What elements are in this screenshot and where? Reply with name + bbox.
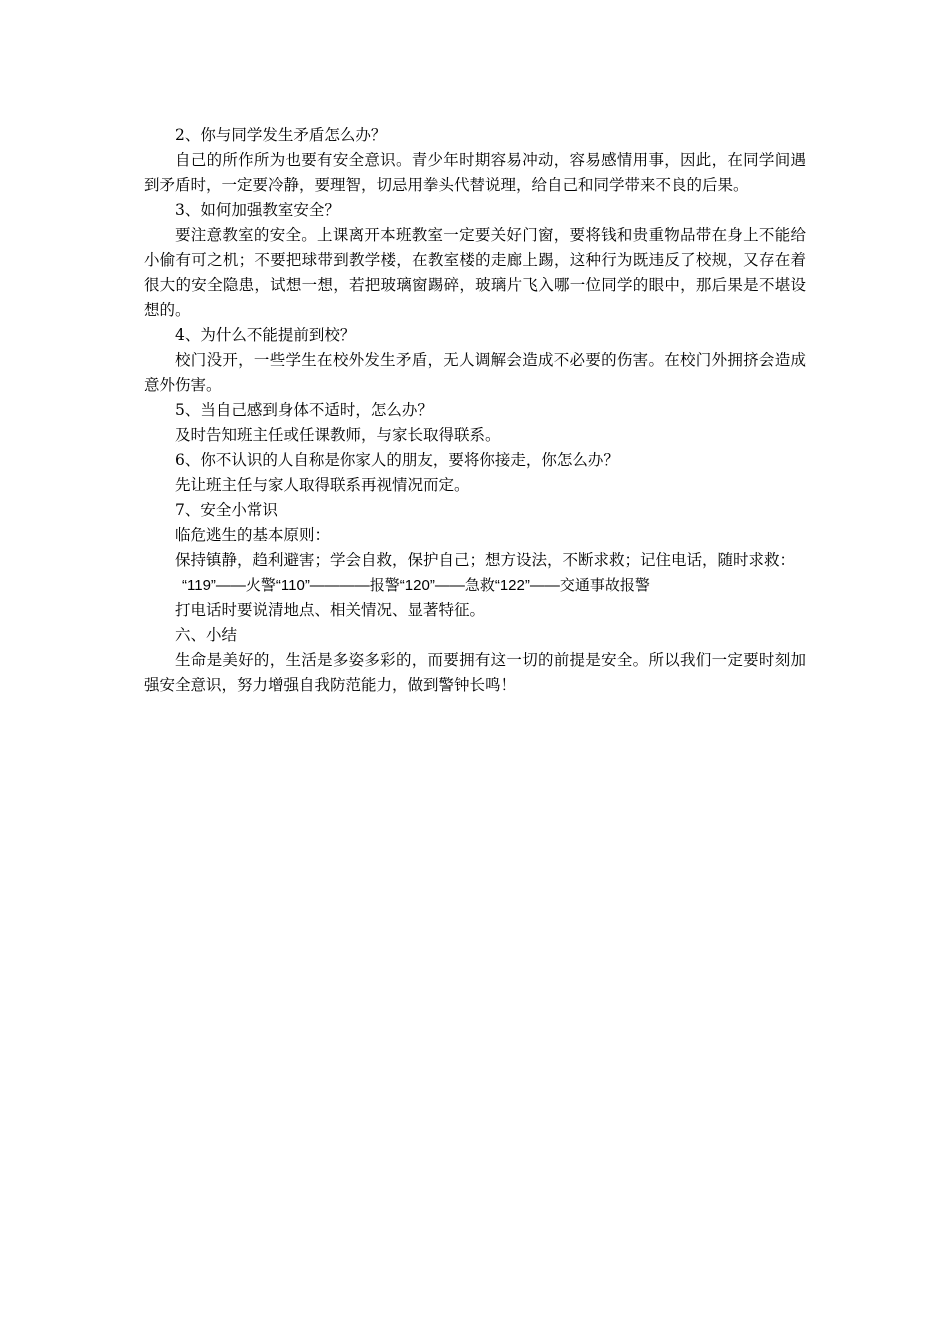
emergency-numbers: “119”——火警“110”————报警“120”——急救“122”——交通事故报警 <box>182 577 650 594</box>
heading-summary: 六、小结 <box>175 626 238 644</box>
heading-q7: 7、安全小常识 <box>175 501 278 519</box>
answer-q4: 校门没开，一些学生在校外发生矛盾，无人调解会造成不必要的伤害。在校门外拥挤会造成意外伤害。 <box>144 351 806 394</box>
answer-q3: 要注意教室的安全。上课离开本班教室一定要关好门窗，要将钱和贵重物品带在身上不能给小偷有可之机；不要把球带到教学楼，在教室楼的走廊上踢，这种行为既违反了校规，又存在着很大的安全隐患，试想一想，若把玻璃窗踢碎，玻璃片飞入哪一位同学的眼中，那后果是不堪设想的。 <box>144 226 806 319</box>
heading-q4: 4、为什么不能提前到校？ <box>175 326 356 344</box>
answer-q5: 及时告知班主任或任课教师，与家长取得联系。 <box>175 426 501 444</box>
heading-q5: 5、当自己感到身体不适时，怎么办？ <box>175 401 433 419</box>
escape-principles-text: 保持镇静，趋利避害；学会自救，保护自己；想方设法，不断求救；记住电话，随时求救： <box>175 551 796 569</box>
answer-q6: 先让班主任与家人取得联系再视情况而定。 <box>175 476 470 494</box>
summary-text: 生命是美好的，生活是多姿多彩的，而要拥有这一切的前提是安全。所以我们一定要时刻加强安全意识，努力增强自我防范能力，做到警钟长鸣！ <box>144 651 806 694</box>
escape-principles-title: 临危逃生的基本原则： <box>175 526 331 544</box>
phone-call-tips: 打电话时要说清地点、相关情况、显著特征。 <box>175 601 486 619</box>
document-page <box>144 123 806 698</box>
heading-q3: 3、如何加强教室安全？ <box>175 201 340 219</box>
answer-q2: 自己的所作所为也要有安全意识。青少年时期容易冲动，容易感情用事，因此，在同学间遇到矛盾时，一定要冷静，要理智，切忌用拳头代替说理，给自己和同学带来不良的后果。 <box>144 151 806 194</box>
heading-q2: 2、你与同学发生矛盾怎么办？ <box>175 126 387 144</box>
heading-q6: 6、你不认识的人自称是你家人的朋友，要将你接走，你怎么办？ <box>175 451 619 469</box>
